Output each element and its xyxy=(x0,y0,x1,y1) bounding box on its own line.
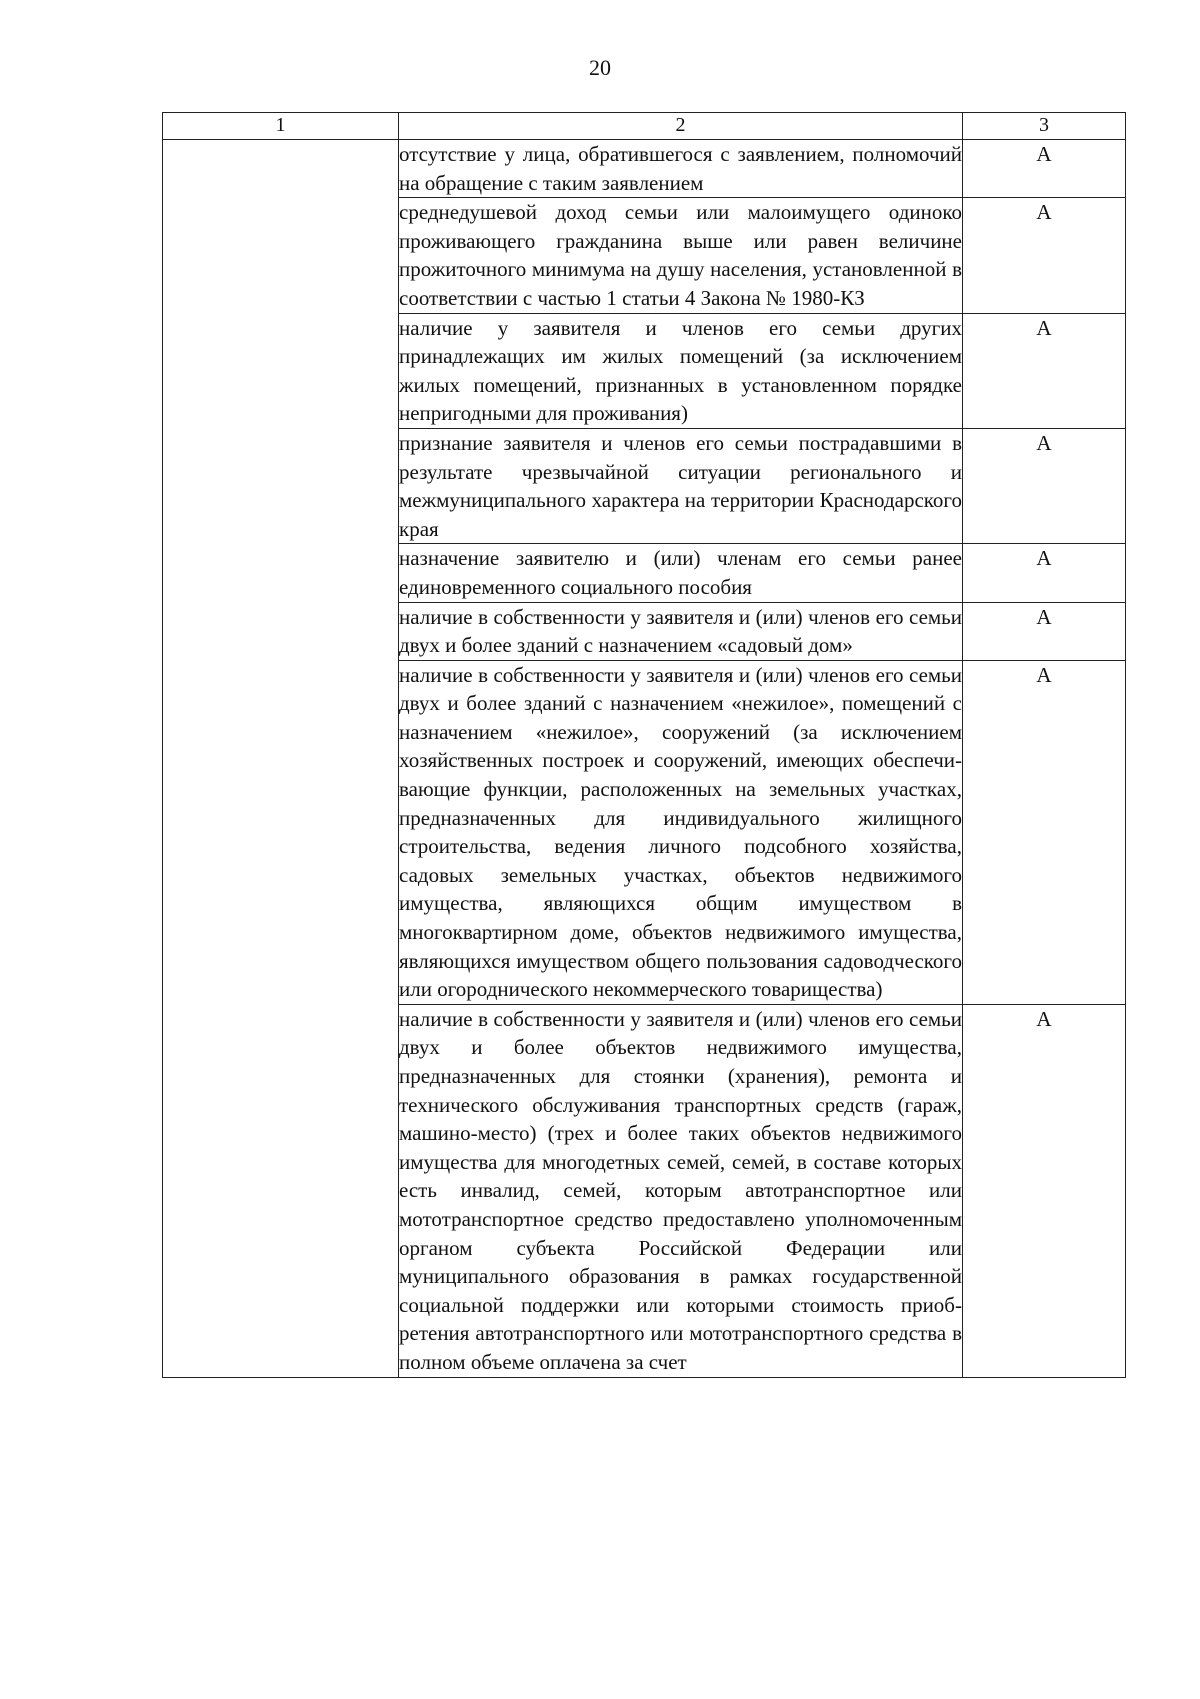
mark-cell: А xyxy=(963,544,1126,602)
criterion-cell xyxy=(399,602,963,660)
mark-cell: А xyxy=(963,313,1126,428)
criterion-cell xyxy=(399,660,963,1004)
empty-col-1-cell xyxy=(163,140,399,1378)
criterion-text: наличие в собственности у заявителя и (или) членов его семьи двух и более объектов недвижимого имущества, предназначенных для стоянки (хранения), ремонта и технического обслуживания транспортных средств (гараж, машино-место) (трех и более таких объектов недвижимого имущества для многодетных семей, семей, в составе которых есть инвалид, семей, которым автотранспортное или мототранспортное средство предоставлено уполномоченным органом субъекта Российской Федерации или муниципального образования в рамках государственной социальной поддержки или которыми стоимость приобретения автотранспортного или мототранспортного средства в полном объеме оплачена за счет xyxy=(399,1006,962,1374)
header-col-3: 3 xyxy=(963,113,1126,140)
table-row xyxy=(163,140,1126,198)
mark-cell: А xyxy=(963,428,1126,543)
table-body xyxy=(163,140,1126,1378)
criterion-cell xyxy=(399,313,963,428)
criterion-text: наличие у заявителя и членов его семьи других принадлежащих им жилых помещений (за исключением жилых помещений, признанных в установленном порядке непригодными для проживания) xyxy=(399,315,962,426)
criterion-cell xyxy=(399,198,963,313)
criterion-cell xyxy=(399,428,963,543)
criterion-text: отсутствие у лица, обратившегося с заявлением, полномочий на обращение с таким заявлением xyxy=(399,142,962,195)
criterion-text: назначение заявителю и (или) членам его семьи ранее единовременного социального пособия xyxy=(399,546,962,599)
header-col-1: 1 xyxy=(163,113,399,140)
mark-cell: А xyxy=(963,198,1126,313)
mark-cell: А xyxy=(963,1004,1126,1377)
criterion-text: признание заявителя и членов его семьи пострадавшими в результате чрезвычайной ситуации регионального и межмуниципального характера на территории Краснодарского края xyxy=(399,430,962,541)
header-col-2: 2 xyxy=(399,113,963,140)
table-header xyxy=(163,113,1126,140)
mark-cell: А xyxy=(963,660,1126,1004)
criterion-text: среднедушевой доход семьи или малоимущего одиноко проживающего гражданина выше или равен величине прожиточного минимума на душу населения, установленной в соответствии с частью 1 статьи 4 Закона № 1980-КЗ xyxy=(399,200,962,310)
criterion-text: наличие в собственности у заявителя и (или) членов его семьи двух и более зданий с назначением «нежилое», помещений с назначением «нежилое», сооружений (за исключением хозяйственных построек и сооружений, имеющих обеспечивающие функции, расположенных на земельных участках, предназначенных для индивидуального жилищного строительства, ведения личного подсобного хозяйства, садовых земельных участках, объектов недвижимого имущества, являющихся общим имуществом в многоквартирном доме, объектов недвижимого имущества, являющихся имуществом общего пользования садоводческого или огороднического некоммерческого товарищества) xyxy=(399,662,962,1002)
criteria-table xyxy=(162,112,1126,1378)
mark-cell: А xyxy=(963,602,1126,660)
criterion-text: наличие в собственности у заявителя и (или) членов его семьи двух и более зданий с назначением «садовый дом» xyxy=(399,604,962,658)
criterion-cell xyxy=(399,544,963,602)
page-number: 20 xyxy=(589,55,611,80)
criterion-cell xyxy=(399,1004,963,1377)
criterion-cell xyxy=(399,140,963,198)
header-row xyxy=(163,113,1126,140)
mark-cell: А xyxy=(963,140,1126,198)
